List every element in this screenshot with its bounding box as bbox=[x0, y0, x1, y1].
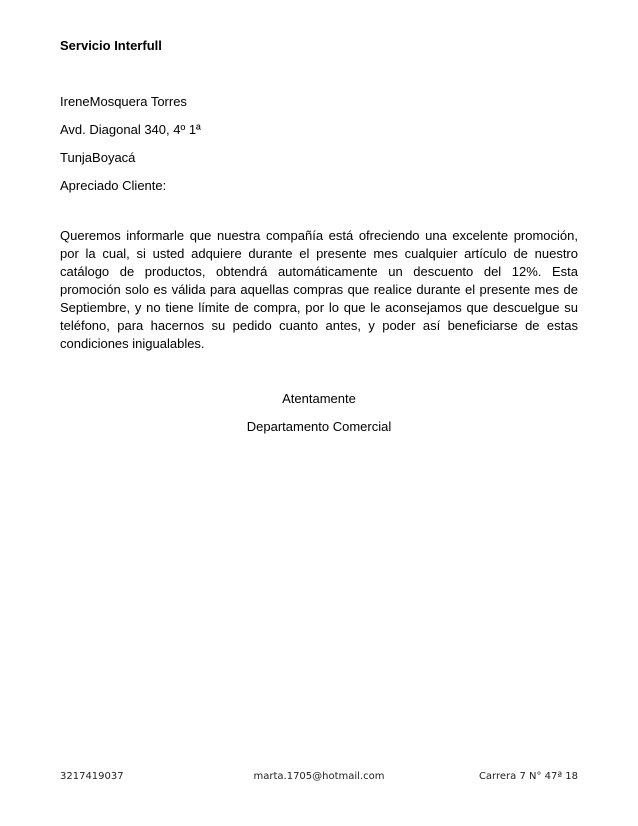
letter-body: Queremos informarle que nuestra compañía está ofreciendo una excelente promoción, por la cual, si usted adquiere durante el presente mes cualquier artículo de nuestro catálogo de productos, obtendrá automáticamente un descuento del 12%. Esta promoción solo es válida para aquellas compras que realice durante el presente mes de Septiembre, y no tiene límite de compra, por lo que le aconsejamos que descuelgue su teléfono, para hacernos su pedido cuanto antes, y poder así beneficiarse de estas condiciones inigualables. bbox=[60, 228, 578, 351]
closing-department: Departamento Comercial bbox=[246, 419, 392, 434]
recipient-address: Avd. Diagonal 340, 4º 1ª bbox=[60, 122, 201, 137]
recipient-city: TunjaBoyacá bbox=[60, 150, 136, 165]
closing-regards: Atentamente bbox=[282, 391, 356, 406]
footer-email: marta.1705@hotmail.com bbox=[253, 771, 385, 782]
footer-address: Carrera 7 N° 47ª 18 bbox=[478, 771, 578, 782]
salutation: Apreciado Cliente: bbox=[60, 178, 167, 193]
page-footer bbox=[60, 771, 578, 787]
letter-heading: Servicio Interfull bbox=[60, 38, 162, 53]
recipient-name: IreneMosquera Torres bbox=[60, 94, 187, 109]
footer-phone: 3217419037 bbox=[60, 771, 124, 782]
